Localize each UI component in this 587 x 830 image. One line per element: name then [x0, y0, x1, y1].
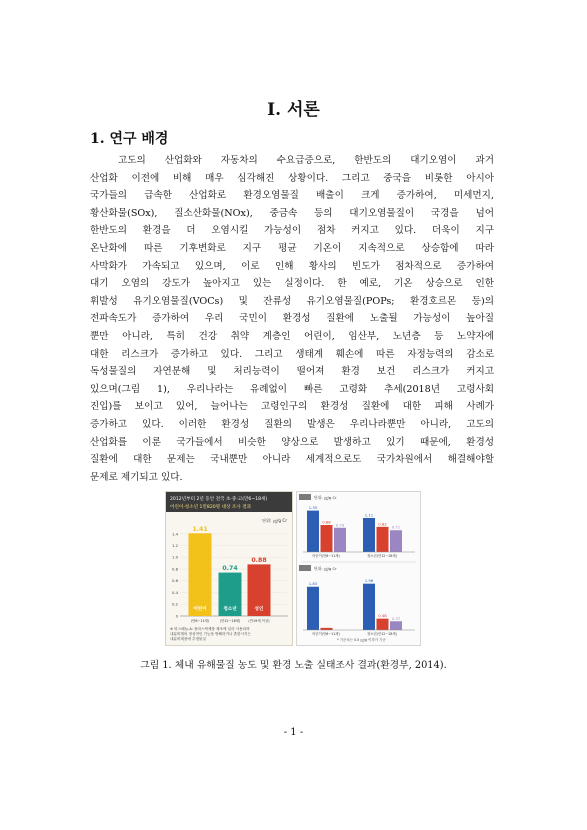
left-tick-label: 1.0: [171, 554, 178, 560]
right-top-category-labels: [312, 553, 397, 558]
page-title: I. 서론: [267, 100, 320, 120]
right-bar: [363, 518, 375, 552]
right-value-label: 0.82: [378, 521, 387, 527]
figure: [165, 491, 421, 646]
left-category-note: (만12~18세): [219, 619, 241, 623]
text-line: 산업화 이전에 비해 매우 심각해진 상황이다. 그리고 중국을 비롯한 아시아: [90, 172, 494, 184]
right-bar: [334, 528, 346, 552]
left-header-line1: 2012년부터 2년 동안 전국 초·중·고(만6~18세): [170, 497, 268, 502]
right-bottom-value-labels: [309, 578, 401, 621]
left-chart-svg: [166, 492, 292, 645]
right-chart-svg: [297, 492, 420, 645]
text-line: 황산화물(SOx), 질소산화물(NOx), 중금속 등의 대기오염물질이 국경을 넘어: [90, 207, 494, 219]
left-tick-label: 0.2: [171, 601, 178, 607]
right-bar: [377, 527, 389, 552]
right-top-tag: 단위: ㎍/g Cr: [314, 495, 337, 500]
left-value-label: 1.41: [192, 525, 208, 533]
left-category-note: (만6~11세): [190, 619, 210, 623]
left-tick-label: 1.4: [171, 531, 178, 537]
page-number: - 1 -: [283, 727, 304, 738]
right-bottom-tag: 단위: ㎍/g Cr: [314, 566, 337, 571]
left-tick-label: 0: [175, 613, 178, 619]
right-top-tag-box: [299, 494, 311, 500]
left-value-label: 0.88: [251, 556, 267, 564]
text-line: 전파속도가 증가하여 우리 국민이 환경성 질환에 노출될 가능성이 높아질: [90, 313, 494, 325]
right-value-label: 1.11: [364, 512, 374, 518]
text-line: 대한 리스크가 증가하고 있다. 그리고 생태계 훼손에 따른 자정능력의 감소로: [90, 348, 494, 360]
text-line: 진입)를 보이고 있어, 늘어나는 고령인구의 환경성 질환에 대한 피해 사례가: [90, 401, 494, 413]
right-footer-note: * 기준치는 0.5 ㎍/g 이하가 기준: [337, 638, 386, 642]
text-line: 한반도의 환경을 더 오염시킬 가능성이 점차 커지고 있다. 더욱이 지구: [90, 225, 494, 237]
right-category-label: 어린이(만6~11세): [312, 554, 340, 558]
right-value-label: 0.88: [322, 519, 331, 525]
right-value-label: 1.96: [364, 578, 374, 584]
text-line: 온난화에 따른 기후변화로 지구 평균 기온이 지속적으로 상승함에 따라: [90, 242, 494, 254]
right-top-bars: [303, 511, 415, 552]
figure-right-panel: [296, 491, 421, 646]
left-tick-labels: [172, 531, 179, 618]
right-bottom-tag-box: [299, 565, 311, 571]
text-line: 사막화가 가속되고 있으며, 이로 인해 황사의 빈도가 점차적으로 증가하여: [90, 260, 494, 272]
text-line: 독성물질의 자연분해 및 처리능력이 떨어져 환경 보건 리스크가 커지고: [90, 366, 494, 378]
left-tick-label: 0.4: [171, 589, 178, 595]
text-line: 고도의 산업화와 자동차의 수요급증으로, 한반도의 대기오염이 과거: [118, 155, 494, 166]
text-line: 산업화를 이룬 국가들에서 비슷한 양상으로 발생하고 있기 때문에, 환경성: [90, 436, 494, 448]
right-bottom-category-labels: [312, 631, 397, 636]
right-category-label: 청소년(만12~18세): [367, 632, 397, 636]
left-category-label: 성인: [254, 607, 264, 612]
right-bar: [321, 525, 333, 552]
right-bar: [307, 511, 319, 552]
right-category-label: 어린이(만6~11세): [312, 632, 340, 636]
left-tick-label: 1.2: [171, 543, 178, 548]
text-line: 증가하고 있다. 이러한 환경성 질환의 발생은 우리나라뿐만 아니라, 고도의: [90, 418, 494, 430]
left-category-label: 어린이: [193, 607, 207, 612]
right-bar: [321, 628, 333, 630]
text-line: 뿐만 아니라, 특히 건강 취약 계층인 어린이, 임산부, 노년층 등 노약자에: [90, 330, 494, 342]
text-line: 대기 오염의 강도가 높아지고 있는 실정이다. 한 예로, 기온 상승으로 인한: [90, 278, 494, 290]
left-footnote-1: ※ 비스페놀-A: 플라스틱제품 제조에 널리 사용되며: [170, 627, 250, 631]
body-paragraph: [90, 152, 494, 486]
right-value-label: 1.83: [308, 581, 318, 587]
right-value-label: 0.37: [391, 615, 401, 621]
figure-caption: 그림 1. 체내 유해물질 농도 및 환경 노출 실태조사 결과(환경부, 2014).: [140, 660, 447, 671]
right-bar: [307, 587, 319, 630]
left-header-line2: 어린이·청소년 1만820명 대상 조사 결과: [170, 505, 252, 510]
right-value-label: 0.79: [335, 522, 345, 528]
right-bar: [390, 530, 402, 552]
right-value-label: 1.35: [308, 505, 318, 511]
text-line: 있으며(그림 1), 우리나라는 유례없이 빠른 고령화 추세(2018년 고령사회: [90, 383, 494, 395]
left-value-label: 0.74: [222, 565, 238, 573]
left-tick-label: 0.6: [171, 578, 178, 584]
section-heading: 1. 연구 배경: [90, 131, 169, 147]
right-value-label: 0.48: [378, 613, 387, 619]
left-category-label: 청소년: [223, 607, 237, 612]
left-bar: [189, 533, 212, 616]
left-footnote-2: 내분비계의 정상적인 기능을 방해하거나 혼란시키는: [170, 632, 251, 636]
left-tick-label: 0.8: [171, 566, 178, 572]
left-footnote-3: 내분비계장애 추정물질: [170, 637, 206, 641]
right-bottom-bars: [303, 584, 415, 630]
right-bar: [363, 584, 375, 630]
right-value-label: 0.71: [391, 524, 401, 530]
left-unit-label: 단위: ㎍/g Cr: [262, 518, 288, 523]
text-line: 국가들의 급속한 산업화로 환경오염물질 배출이 크게 증가하여, 미세먼지,: [90, 190, 494, 202]
right-bar: [390, 621, 402, 630]
right-category-label: 청소년(만12~18세): [367, 554, 397, 558]
text-line: 문제로 제기되고 있다.: [90, 471, 183, 483]
text-line: 휘발성 유기오염물질(VOCs) 및 잔류성 유기오염물질(POPs; 환경호르몬 등)의: [90, 295, 494, 307]
right-bar: [377, 619, 389, 630]
figure-left-panel: [165, 491, 293, 646]
text-line: 질환에 대한 문제는 국내뿐만 아니라 세계적으로도 국가차원에서 해결해야할: [90, 454, 494, 466]
left-category-note: (만19세 이상): [248, 619, 270, 623]
